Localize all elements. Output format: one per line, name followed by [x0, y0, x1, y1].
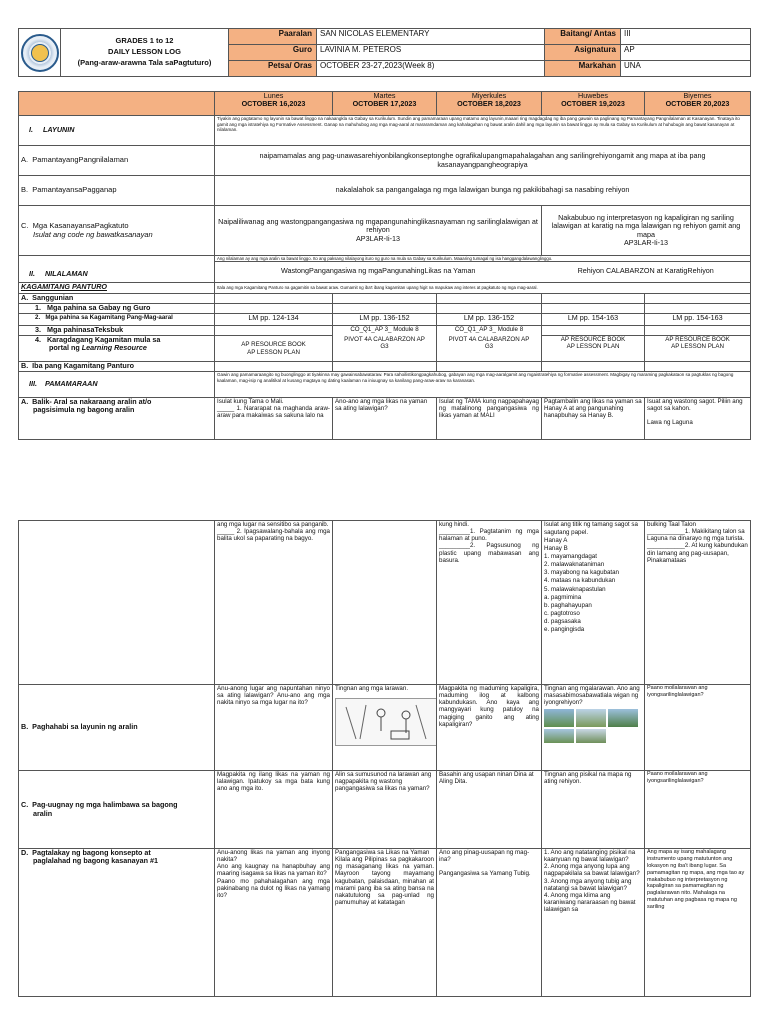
lm-cell: LM pp. 154-163: [542, 314, 645, 326]
lesson-log-table: [18, 91, 751, 440]
picture-icon: [335, 698, 437, 746]
continuation-cell: Isulat ang titik ng tamang sagot sa sagutang papel. Hanay A Hanay B 1. mayamangdagat 2. malawaknataniman 3. mayabong na kagubatan 4. mataas na kabundukan 5. malawaknapastulan a. pagmimina b. paghahayupan c. pagtotroso d. pagsasaka e. pangingisda: [542, 521, 645, 685]
pag-uugnay-cell: Tingnan ang pisikal na mapa ng ating rehiyon.: [542, 771, 645, 849]
logo-cell: [19, 29, 61, 77]
lm-cell: LM pp. 136-152: [333, 314, 437, 326]
kasanayan-left: Naipaliliwanag ang wastongpangangasiwa ng mgapangunahinglikasnayaman ng sarilinglalawigan at rehiyon AP3LAR-Ii-13: [215, 206, 542, 256]
row-label-pagtalakay: D. Pagtalakay ng bagong konsepto at paglalahad ng bagong kasanayan #1: [19, 849, 215, 997]
balik-aral-cell: Pagtambalin ang likas na yaman sa Hanay A at ang pangunahing hanapbuhay sa Hanay B.: [542, 398, 645, 440]
lesson-log-table-continued: [18, 520, 751, 997]
field-label-petsa: Petsa/ Oras: [229, 61, 317, 77]
pag-uugnay-cell: Basahin ang usapan ninan Dina at Aling Dita.: [437, 771, 542, 849]
row-label-portal: 4. Karagdagang Kagamitan mula sa portal ng Learning Resource: [19, 336, 215, 362]
pagtalakay-cell: Anu-anong likas na yaman ang inyong nakita? Ano ang kaugnay na hanapbuhay ang maaring isagawa sa likas na yaman ito? Paano mo pahahalagahan ang mga pakinabang na dulot ng likas na yamang ito?: [215, 849, 333, 997]
header-table: [18, 28, 751, 77]
field-label-asignatura: Asignatura: [545, 45, 621, 61]
row-label-gabay: 1. Mga pahina sa Gabay ng Guro: [19, 304, 215, 314]
continuation-cell: kung hindi. _________1. Pagtatanim ng mga halaman at puno. _________2. Pagsusunog ng plastic upang mabawasan ang basura.: [437, 521, 542, 685]
day-header: Martes OCTOBER 17,2023: [333, 92, 437, 116]
pag-uugnay-cell: Magpakita ng ilang likas na yaman ng lalawigan. Ipatukoy sa mga bata kung ano ang mga ito.: [215, 771, 333, 849]
pag-uugnay-cell: Paano moilalarawan ang iyongsarilinglalawigan?: [645, 771, 751, 849]
pagganap-text: nakalalahok sa pangangalaga ng mga lalawigan bunga ng pakikibahagi sa nasabing rehiyon: [215, 176, 751, 206]
title-line-3: (Pang-araw-arawna Tala saPagtuturo): [77, 57, 212, 67]
title-line-1: GRADES 1 to 12: [115, 36, 174, 46]
section-label-layunin: I. LAYUNIN: [19, 116, 215, 146]
continuation-cell: [333, 521, 437, 685]
pangnilalaman-text: naipamamalas ang pag-unawasarehiyonbilangkonseptonghe ografikalupangmapahalagahan ang sarilingrehiyongamit ang mapa at iba pang kasanayangpangheograpiya: [215, 146, 751, 176]
portal-cell: PIVOT 4A CALABARZON AP G3: [437, 336, 542, 362]
kasanayan-right: Nakabubuo ng interpretasyon ng kapaligiran ng sariling lalawigan at karatig na mga lalawigan ng rehiyon gamit ang mapa AP3LAR-Ii-13: [542, 206, 751, 256]
field-value-petsa: OCTOBER 23-27,2023(Week 8): [317, 61, 545, 77]
field-value-guro: LAVINIA M. PETEROS: [317, 45, 545, 61]
balik-aral-cell: Isulat kung Tama o Mali. _____ 1. Nararapat na maghanda araw-araw para makaiwas sa sakuna lalo na: [215, 398, 333, 440]
portal-cell: AP RESOURCE BOOK AP LESSON PLAN: [542, 336, 645, 362]
portal-cell: AP RESOURCE BOOK AP LESSON PLAN: [215, 336, 333, 362]
field-label-baitang: Baitang/ Antas: [545, 29, 621, 45]
pagtalakay-cell: Ano ang pinag-uusapan ng mag-ina? Pangangasiwa sa Yamang Tubig.: [437, 849, 542, 997]
pag-uugnay-cell: Alin sa sumusunod na larawan ang nagpapakita ng wastong pangangasiwa sa likas na yaman?: [333, 771, 437, 849]
nilalaman-note: Ang nilalaman ay ang mga aralin sa bawat linggo. Ito ang paksang nilalayong ituro ng guro na mula sa Gabay sa Kurikulum. Maaaring tumagal ng isa hanggangdalawanglinggo.: [215, 256, 750, 262]
paghahabi-cell: Paano moilalarawan ang iyongsarilinglalawigan?: [645, 685, 751, 771]
pagtalakay-cell: 1. Ano ang natatanging pisikal na kaanyuan ng bawat lalawigan? 2. Anong mga anyong lupa ang nagpapakilala sa bawat lalawigan? 3. Anong mga anyong tubig ang natatangi sa bawat lalawigan? 4. Anong mga klima ang karaniwang nararaasan ng bawat lalawigan sa: [542, 849, 645, 997]
nilalaman-cell: [215, 256, 751, 283]
continuation-cell: ang mga lugar na sensitibo sa panganib. _____ 2. Ipagsawalang-bahala ang mga balita ukol sa paparating na bagyo.: [215, 521, 333, 685]
continuation-cell: bulking Taal Talon ___________1. Makikitang talon sa Laguna na dinarayo ng mga turista. ___________2. At kung kabundukan din lamang ang pag-uusapan, Pinakamataas: [645, 521, 751, 685]
paghahabi-cell: Anu-anong lugar ang napuntahan ninyo sa ating lalawigan? Anu-ano ang mga nakita ninyo sa mga lugar na ito?: [215, 685, 333, 771]
layunin-text: Tiyakin ang pagtatamo ng layunin sa bawat linggo na nakaangkla sa Gabay sa Kurikulum. Sundin ang pamamaraan upang matamo ang layunin,maaari ring magdagdag ng iba pang gawain sa paglinang ng Pamantayang Pangnilalaman at Kasanayan. Tinataya ito gamit ang mga istratehiya ng Formative Assessment. Ganap na mahuhubog ang mga mag-aaral at mararamdaman ang kahalagahan ng bawat aralin dahil ang mga layunin sa bawat linggo ay mula sa Gabay sa Kurikulum at huhubugin ang bawat kasanayan at nilalaman.: [215, 116, 751, 146]
field-value-paaralan: SAN NICOLAS ELEMENTARY: [317, 29, 545, 45]
portal-cell: PIVOT 4A CALABARZON AP G3: [333, 336, 437, 362]
title-line-2: DAILY LESSON LOG: [108, 47, 181, 57]
row-label-iba-pang: B. Iba pang Kagamitang Panturo: [19, 362, 215, 372]
nilalaman-right: Rehiyon CALABARZON at KaratigRehiyon: [577, 266, 714, 276]
day-header-row: [19, 92, 751, 116]
section-label-nilalaman: II. NILALAMAN: [19, 256, 215, 283]
section-label-pamamaraan: III. PAMAMARAAN: [19, 372, 215, 398]
row-label-kasanayan: C. Mga KasanayansaPagkatuto Isulat ang code ng bawatkasanayan: [19, 206, 215, 256]
day-header: Huwebes OCTOBER 19,2023: [542, 92, 645, 116]
balik-aral-cell: Ano-ano ang mga likas na yaman sa ating lalawigan?: [333, 398, 437, 440]
teksbuk-cell: CO_Q1_AP 3_ Module 8: [437, 326, 542, 336]
row-label-pag-uugnay: C. Pag-uugnay ng mga halimbawa sa bagong aralin: [19, 771, 215, 849]
lm-cell: LM pp. 154-163: [645, 314, 751, 326]
paghahabi-cell: Magpakita ng maduming kapaligira, maduming ilog at kalbong kabundukasn. Ano kaya ang mangyayari kung patuloy na magiging ganito ang ating kapaligiran?: [437, 685, 542, 771]
continuation-label: [19, 521, 215, 685]
row-label-paghahabi: B. Paghahabi sa layunin ng aralin: [19, 685, 215, 771]
lm-cell: LM pp. 124-134: [215, 314, 333, 326]
pamamaraan-text: Gawin ang pamamaraangito ng buonglinggo at tiyakinna may gawainsabawataraw. Para sahoilistikongpagkahubog, gabayan ang mga mag-aaralgamit ang mgaistratehiya ng formative assessment. Magbigay ng maraming pagkakataon sa pagtuklas ng bagong kaalaman, mag-isip ng analitikal at kusang magtaya ng dating kaalaman na iniuugnay sa kanilang pang-araw-araw na karanasan.: [215, 372, 751, 398]
field-label-guro: Guro: [229, 45, 317, 61]
lm-cell: LM pp. 136-152: [437, 314, 542, 326]
field-label-markahan: Markahan: [545, 61, 621, 77]
field-label-paaralan: Paaralan: [229, 29, 317, 45]
teksbuk-cell: CO_Q1_AP 3_ Module 8: [333, 326, 437, 336]
field-value-baitang: III: [621, 29, 751, 45]
field-value-asignatura: AP: [621, 45, 751, 61]
document-title: [61, 29, 229, 77]
nilalaman-left: WastongPangangasiwa ng mgaPangunahingLikas na Yaman: [280, 266, 476, 276]
pagtalakay-cell: Pangangasiwa sa Likas na Yaman Kilala ang Pilipinas sa pagkakaroon ng masaganang likas na yaman. Mayroon tayong mayamang kagubatan, palaisdaan, minahan at marami pang iba sa ating bansa na nakatutulong sa pag-unlad ng pamumuhay at katatagan: [333, 849, 437, 997]
deped-seal-icon: [21, 34, 59, 72]
paghahabi-cell: Tingnan ang mgalarawan. Ano ang masasabimosabawatlala wigan ng iyongrehiyon?: [542, 685, 645, 771]
day-header: Biyernes OCTOBER 20,2023: [645, 92, 751, 116]
row-label-balik-aral: A. Balik- Aral sa nakaraang aralin at/o pagsisimula ng bagong aralin: [19, 398, 215, 440]
kagamitang-text: Itala ang mga Kagamitang Panturo na gagamitin sa bawat araw. Gumamit ng iba't ibang kagamitan upang higit na mapukaw ang interes at pagkatuto ng mga mag-aaral.: [215, 283, 751, 294]
row-label-pangnilalaman: A. PamantayangPangnilalaman: [19, 146, 215, 176]
portal-cell: AP RESOURCE BOOK AP LESSON PLAN: [645, 336, 751, 362]
section-label-kagamitang: KAGAMITANG PANTURO: [19, 283, 215, 294]
field-value-markahan: UNA: [621, 61, 751, 77]
picture-icon: [544, 729, 642, 743]
day-header: Lunes OCTOBER 16,2023: [215, 92, 333, 116]
paghahabi-cell: Tingnan ang mga larawan.: [333, 685, 437, 771]
row-label-lm: 2. Mga pahina sa Kagamitang Pang-Mag-aaral: [19, 314, 215, 326]
row-label-sanggunian: A. Sanggunian: [19, 294, 215, 304]
balik-aral-cell: Isuat ang wastong sagot. Piliin ang sagot sa kahon. Lawa ng Laguna: [645, 398, 751, 440]
day-header: Miyerkules OCTOBER 18,2023: [437, 92, 542, 116]
row-label-teksbuk: 3. Mga pahinasaTeksbuk: [19, 326, 215, 336]
picture-icon: [544, 709, 642, 727]
pagtalakay-cell: Ang mapa ay isang mahalagang instrumento upang matutunton ang lokasyon ng iba't ibang lugar. Sa pamamagitan ng mapa, ang mga tao ay makabubuo ng interpretasyon ng kapaligiran sa pamamagitan ng paglalarawan nito. Mahalaga na matutuhan ang pagbasa ng mapa ng sariling: [645, 849, 751, 997]
row-label-pagganap: B. PamantayansaPagganap: [19, 176, 215, 206]
balik-aral-cell: Isulat ng TAMA kung nagpapahayag ng matalinong pangangasiwa ng likas yaman at MALI: [437, 398, 542, 440]
